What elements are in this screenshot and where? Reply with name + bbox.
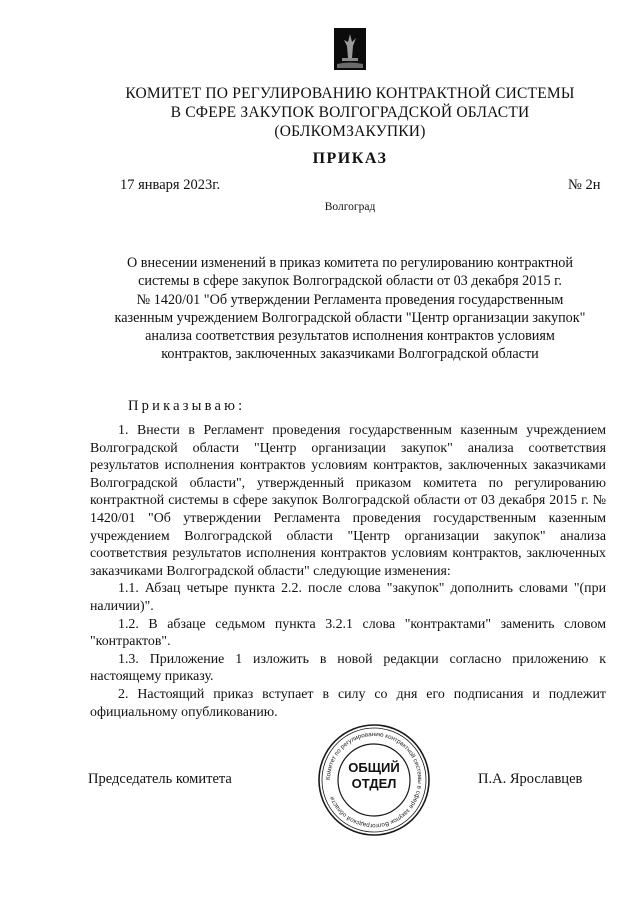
signer-name: П.А. Ярославцев	[478, 771, 583, 787]
document-type: ПРИКАЗ	[312, 150, 388, 167]
title-line: контрактов, заключенных заказчиками Волгоградской области	[161, 346, 539, 363]
title-line: казенным учреждением Волгоградской области "Центр организации закупок"	[114, 309, 586, 326]
stamp-line: ОТДЕЛ	[351, 776, 397, 791]
document-city: Волгоград	[324, 201, 376, 213]
title-line: О внесении изменений в приказ комитета по регулированию контрактной	[127, 255, 573, 271]
org-line: В СФЕРЕ ЗАКУПОК ВОЛГОГРАДСКОЙ ОБЛАСТИ	[170, 104, 530, 121]
title-line: № 1420/01 "Об утверждении Регламента проведения государственным	[136, 291, 564, 308]
stamp-ring-text-path: Комитет по регулированию контрактной системы в сфере закупок Волгоградской области	[324, 730, 424, 830]
paragraph-1: 1. Внести в Регламент проведения государственным казенным учреждением Волгоградской области "Центр организации закупок" анализа соответствия результатов исполнения контрактов условиям контрактов, заключенных заказчиками Волгоградской области", утвержденный приказом комитета по регулированию контрактной системы в сфере закупок Волгоградской области от 03 декабря 2015 г. № 1420/01 "Об утверждении Регламента проведения государственным казенным учреждением Волгоградской области "Центр организации закупок" анализа соответствия результатов исполнения контрактов условиям контрактов, заключенных заказчиками Волгоградской области" следующие изменения:	[90, 423, 606, 579]
stamp-line: ОБЩИЙ	[348, 760, 400, 775]
stamp-center-text	[316, 760, 432, 792]
document-number: № 2н	[568, 177, 601, 193]
org-line: (ОБЛКОМЗАКУПКИ)	[274, 123, 426, 140]
paragraph-1-3: 1.3. Приложение 1 изложить в новой редакции согласно приложению к настоящему приказу.	[90, 651, 606, 685]
paragraph-1-2: 1.2. В абзаце седьмом пункта 3.2.1 слова "контрактами" заменить словом "контрактов".	[90, 616, 606, 650]
document-title	[100, 254, 600, 364]
order-word: Приказываю:	[128, 398, 246, 414]
title-line: анализа соответствия результатов исполнения контрактов условиям	[145, 328, 555, 345]
document-date: 17 января 2023г.	[120, 177, 221, 193]
paragraph-2: 2. Настоящий приказ вступает в силу со дня его подписания и подлежит официальному опубликованию.	[90, 686, 606, 720]
signature-position: Председатель комитета	[88, 771, 232, 787]
org-line: КОМИТЕТ ПО РЕГУЛИРОВАНИЮ КОНТРАКТНОЙ СИСТЕМЫ	[125, 85, 575, 102]
volgograd-coat-of-arms-icon	[334, 28, 366, 70]
paragraph-1-1: 1.1. Абзац четыре пункта 2.2. после слова "закупок" дополнить словами "(при наличии)".	[90, 581, 606, 614]
official-stamp	[316, 722, 432, 838]
document-body	[90, 422, 606, 721]
organization-name	[80, 84, 620, 141]
title-line: системы в сфере закупок Волгоградской области от 03 декабря 2015 г.	[138, 273, 562, 290]
